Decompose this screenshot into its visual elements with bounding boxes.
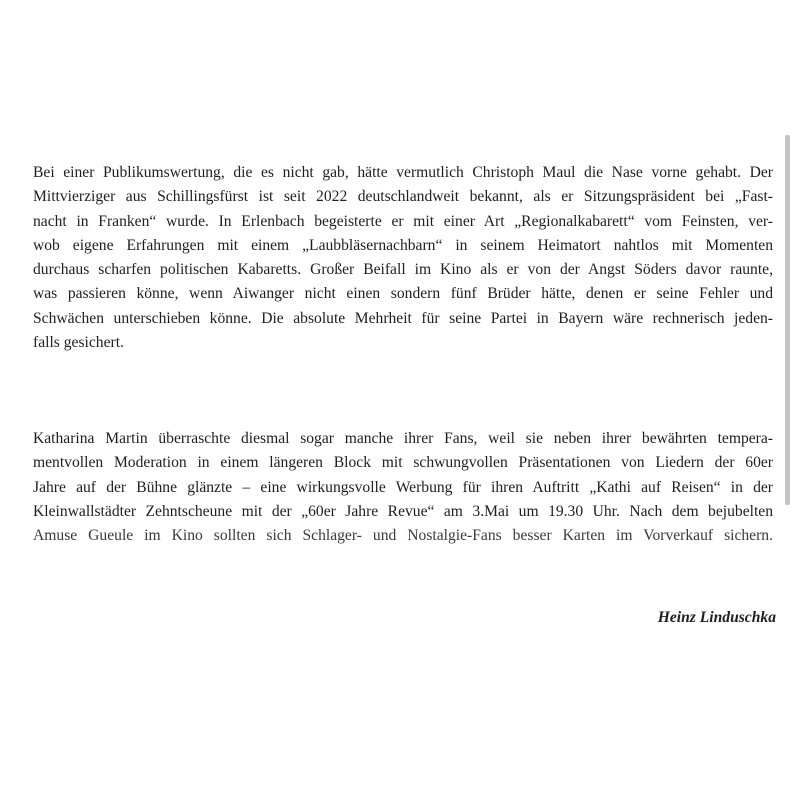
vertical-scrollbar[interactable] [785, 135, 790, 505]
paragraph-line: Katharina Martin überraschte diesmal sogar manche ihrer Fans, weil sie neben ihrer bewährten tempera- [33, 430, 773, 447]
paragraph-christoph-maul [33, 161, 773, 355]
paragraph-line: nacht in Franken“ wurde. In Erlenbach begeisterte er mit einer Art „Regionalkabarett“ vom Feinsten, ver- [33, 212, 773, 230]
paragraph-line: Schwächen unterschieben könne. Die absolute Mehrheit für seine Partei in Bayern wäre rechnerisch jeden- [33, 309, 773, 327]
author-signature: Heinz Linduschka [657, 609, 776, 626]
paragraph-line: durchaus scharfen politischen Kabaretts. Großer Beifall im Kino als er von der Angst Söders davor raunte, [33, 261, 773, 279]
paragraph-line: Jahre auf der Bühne glänzte – eine wirkungsvolle Werbung für ihren Auftritt „Kathi auf Reisen“ in der [33, 478, 773, 496]
paragraph-katharina-martin [33, 427, 773, 548]
paragraph-line: Kleinwallstädter Zehntscheune mit der „60er Jahre Revue“ am 3.Mai um 19.30 Uhr. Nach dem bejubelten [33, 502, 773, 520]
paragraph-line: was passieren könne, wenn Aiwanger nicht einen sondern fünf Brüder hätte, denen er seine Fehler und [33, 285, 773, 303]
paragraph-line: mentvollen Moderation in einem längeren Block mit schwungvollen Präsentationen von Liedern der 60er [33, 454, 773, 472]
paragraph-line: falls gesichert. [33, 334, 124, 352]
paragraph-line: Bei einer Publikumswertung, die es nicht gab, hätte vermutlich Christoph Maul die Nase vorne gehabt. Der [33, 164, 773, 181]
paragraph-line: wob eigene Erfahrungen mit einem „Laubbläsernachbarn“ in seinem Heimatort nahtlos mit Momenten [33, 236, 773, 254]
paragraph-line: Amuse Gueule im Kino sollten sich Schlager- und Nostalgie-Fans besser Karten im Vorverkauf sichern. [33, 527, 773, 545]
paragraph-line: Mittvierziger aus Schillingsfürst ist seit 2022 deutschlandweit bekannt, als er Sitzungspräsident bei „Fast- [33, 188, 773, 206]
